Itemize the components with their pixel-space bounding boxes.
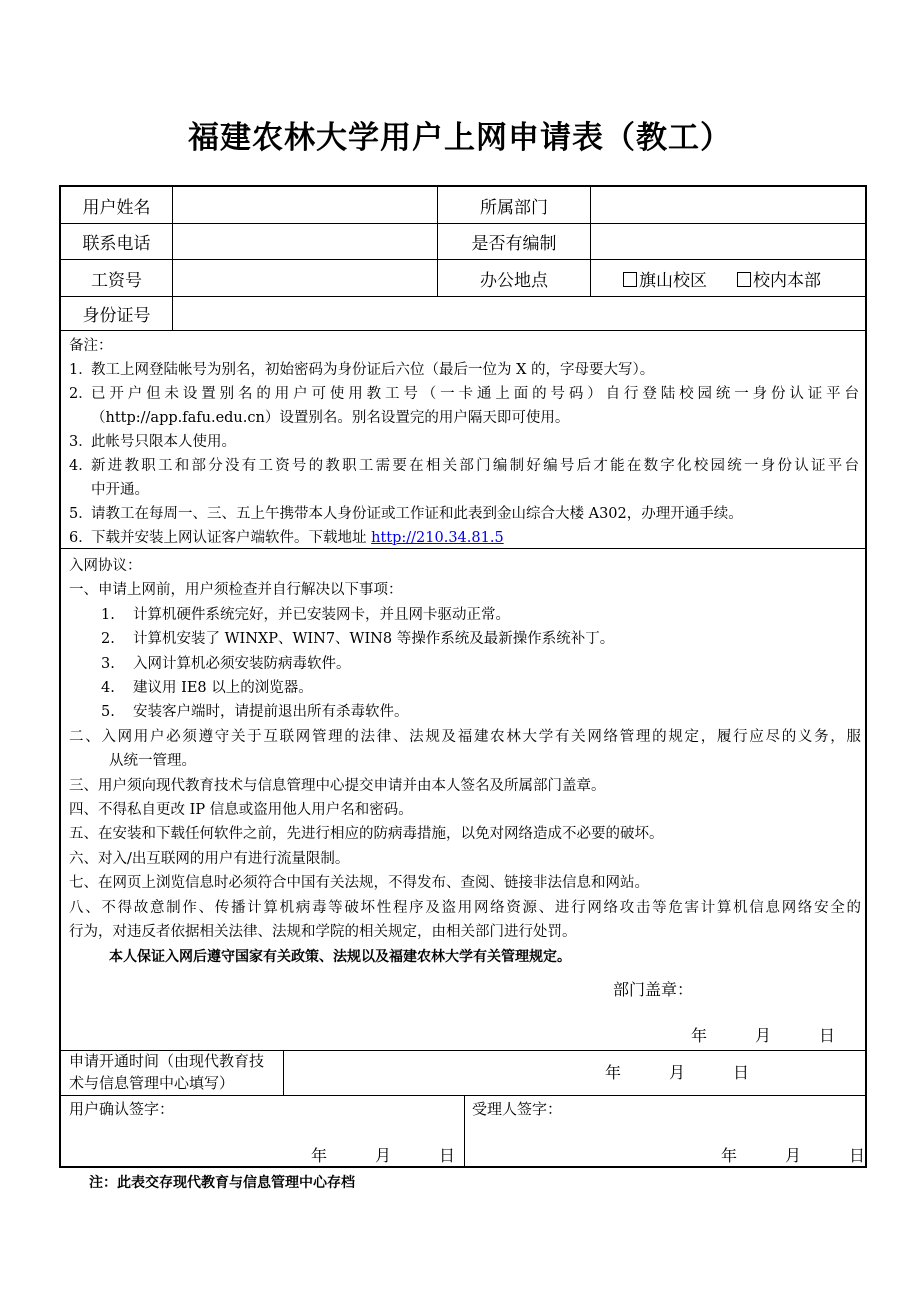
- salary-field[interactable]: [173, 260, 437, 296]
- phone-field[interactable]: [173, 224, 437, 259]
- page-title: 福建农林大学用户上网申请表（教工）: [188, 120, 732, 156]
- stamp-label: 部门盖章：: [613, 980, 694, 999]
- salary-label: 工资号: [91, 270, 142, 291]
- download-link[interactable]: http://210.34.81.5: [371, 530, 504, 546]
- office-options: [591, 260, 865, 296]
- checkbox-icon[interactable]: [623, 272, 637, 287]
- footnote: 注：此表交存现代教育与信息管理中心存档: [89, 1175, 355, 1191]
- name-label: 用户姓名: [82, 197, 151, 218]
- id-field[interactable]: [173, 297, 865, 330]
- note-item: 6． 下载并安装上网认证客户端软件。下载地址 http://210.34.81.5: [69, 530, 504, 546]
- campus-option-qishan[interactable]: 旗山校区: [623, 266, 707, 291]
- note-item: 2． 已开户但未设置别名的用户可使用教工号（一卡通上面的号码）自行登陆校园统一身份认证平台 （http://app.fafu.edu.cn）设置别名。别名设置完的用户隔天即可使用。: [69, 386, 859, 426]
- office-label: 办公地点: [480, 270, 548, 291]
- note-item: 5． 请教工在每周一、三、五上午携带本人身份证或工作证和此表到金山综合大楼 A302，办理开通手续。: [69, 506, 743, 522]
- checkbox-icon[interactable]: [737, 272, 751, 287]
- id-label: 身份证号: [82, 306, 151, 326]
- user-sign-label: 用户确认签字：: [69, 1100, 175, 1118]
- name-field[interactable]: [173, 187, 437, 223]
- user-sign-date[interactable]: 年 月 日: [311, 1146, 456, 1165]
- open-time-date[interactable]: 年 月 日: [605, 1063, 750, 1082]
- staffing-label: 是否有编制: [471, 234, 557, 254]
- notes-section: [69, 334, 859, 550]
- pledge-text: 本人保证入网后遵守国家有关政策、法规以及福建农林大学有关管理规定。: [109, 948, 571, 965]
- dept-field[interactable]: [591, 187, 865, 223]
- notes-heading: 备注：: [69, 338, 113, 354]
- open-time-label: 申请开通时间（由现代教育技 术与信息管理中心填写）: [69, 1052, 265, 1092]
- stamp-date: 年 月 日: [691, 1026, 836, 1045]
- agreement-section: 入网协议： 一、申请上网前，用户须检查并自行解决以下事项： 1. 计算机硬件系统完好，并已安装网卡，并且网卡驱动正常。 2. 计算机安装了 WINXP、WIN7、WIN8 等操作系统及最新操作系统补丁。 3. 入网计算机必须安装防病毒软件。 4. 建议用 IE8 以上的浏览器。 5. 安装客户端时，请提前退出所有杀毒软件。 二、入网用户必须遵守关于互联网管理的法律、法规及福建农林大学有关网络管理的规定，履行应尽的义务，服 从统一管理。 三、用户须向现代教育技术与信息管理中心提交申请并由本人签名及所属部门盖章。 四、不得私自更改 IP 信息或盗用他人用户名和密码。 五、在安装和下载任何软件之前，先进行相应的防病毒措施，以免对网络造成不必要的破坏。 六、对入/出互联网的用户有进行流量限制。 七、在网页上浏览信息时必须符合中国有关法规，不得发布、查阅、链接非法信息和网站。 八、不得故意制作、传播计算机病毒等破坏性程序及盗用网络资源、进行网络攻击等危害计算机信息网络安全的 行为，对违反者依据相关法律、法规和学院的相关规定，由相关部门进行处罚。 本人保证入网后遵守国家有关政策、法规以及福建农林大学有关管理规定。: [69, 554, 861, 969]
- handler-sign-date[interactable]: 年 月 日: [721, 1146, 866, 1165]
- staffing-field[interactable]: [591, 224, 865, 259]
- note-item: 3． 此帐号只限本人使用。: [69, 434, 236, 450]
- application-form: [59, 185, 867, 1168]
- note-item: 1． 教工上网登陆帐号为别名，初始密码为身份证后六位（最后一位为 X 的，字母要大写）。: [69, 362, 655, 378]
- campus-option-main[interactable]: 校内本部: [737, 266, 821, 291]
- agreement-heading: 入网协议：: [69, 558, 142, 574]
- phone-label: 联系电话: [82, 234, 151, 254]
- dept-label: 所属部门: [480, 197, 548, 218]
- note-item: 4． 新进教职工和部分没有工资号的教职工需要在相关部门编制好编号后才能在数字化校园统一身份认证平台 中开通。: [69, 458, 859, 498]
- handler-sign-label: 受理人签字：: [472, 1100, 563, 1118]
